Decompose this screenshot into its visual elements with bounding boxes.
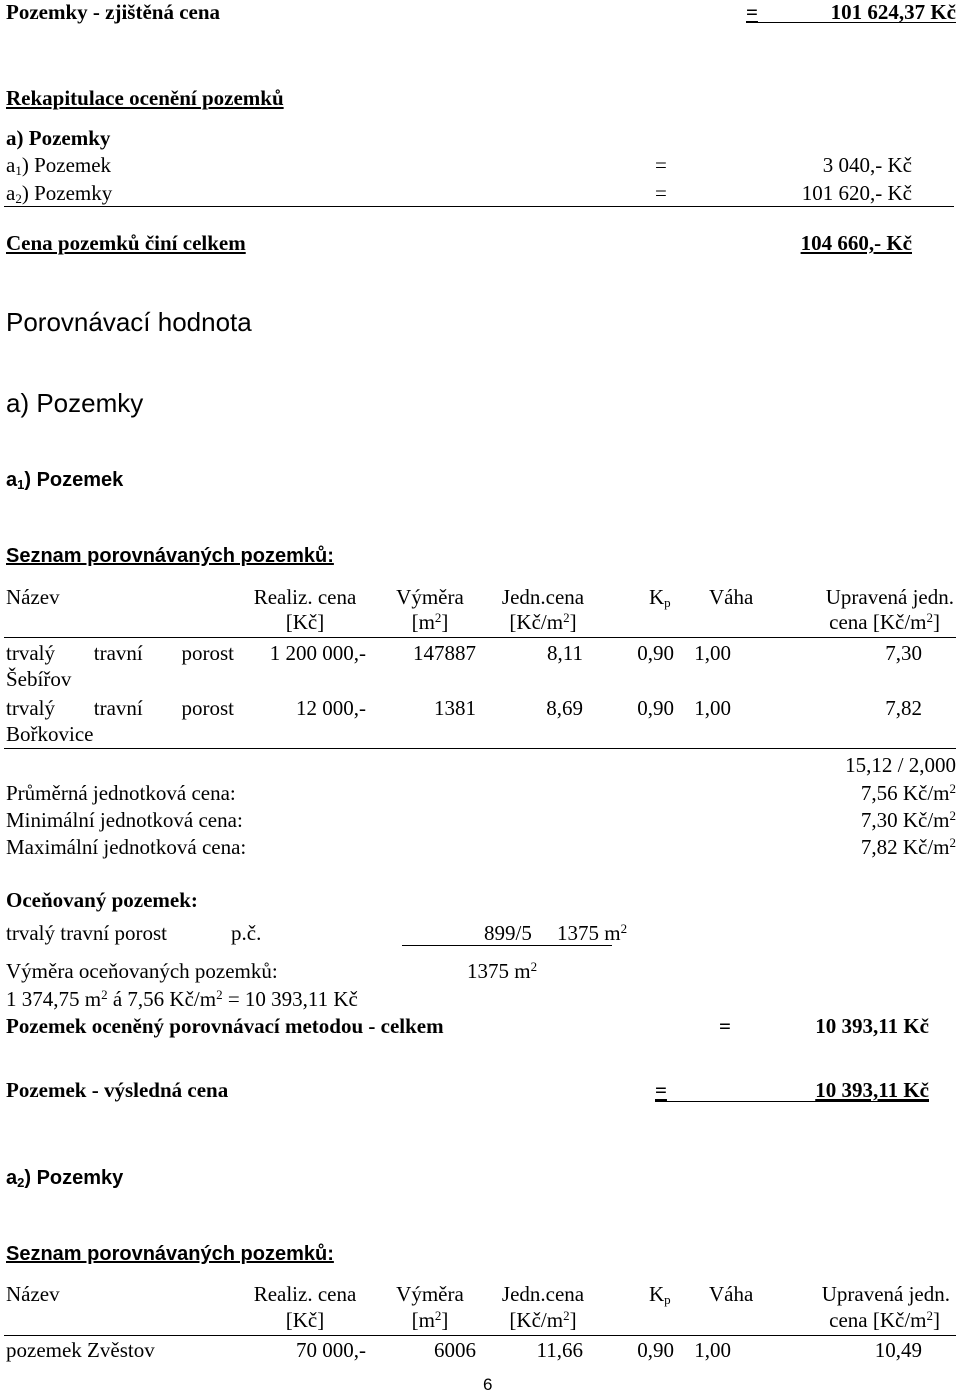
- table2-row-1-weight: 1,00: [694, 1338, 731, 1362]
- stat-min-value: 7,30 $Kč/m^2$: [860, 808, 956, 832]
- table1-header-rule: [4, 637, 956, 638]
- table-row-2-name: trvalý travní porost: [6, 696, 234, 720]
- col-price-header-2: [Kč]: [285, 610, 325, 634]
- t2-col-name-header: Název: [6, 1282, 60, 1306]
- col-weight-header: Váha: [709, 585, 754, 609]
- table-row-1-name: trvalý travní porost: [6, 641, 234, 665]
- method-total-value: 10 393,11 Kč: [815, 1014, 929, 1038]
- table-row-1-area: 147887: [413, 641, 476, 665]
- table-row-2-name-2: Bořkovice: [6, 722, 94, 746]
- valued-pc: p.č.: [231, 921, 262, 945]
- table-row-2-adjusted: 7,82: [885, 696, 922, 720]
- table-row-1-price: 1 200 000,-: [269, 641, 366, 665]
- t2-col-unit-header-1: Jedn.cena: [501, 1282, 585, 1306]
- method-total-label: Pozemek oceněný porovnávací metodou - celkem: [6, 1014, 444, 1038]
- t2-col-adjusted-header-1: Upravená jedn.: [821, 1282, 950, 1306]
- result-eq: =: [655, 1078, 667, 1102]
- page-number: 6: [483, 1375, 493, 1394]
- col-name-header: Název: [6, 585, 60, 609]
- table2-row-1-name: pozemek Zvěstov: [6, 1338, 155, 1362]
- calc-line: 1 374,75 $m^2$ á 7,56 $Kč/m^2 = 10$ 393,11 Kč: [6, 987, 358, 1011]
- area-line-label: Výměra oceňovaných pozemků:: [6, 959, 278, 983]
- a2-list-heading: Seznam porovnávaných pozemků:: [6, 1243, 334, 1265]
- compare-a1-heading: $a_1$) Pozemek: [6, 469, 124, 492]
- table-row-2-kp: 0,90: [637, 696, 674, 720]
- col-kp-header: $K_p$: [649, 585, 671, 610]
- result-rule: [655, 1101, 929, 1102]
- valued-area: 1375 $m^2$: [557, 921, 628, 945]
- valued-heading: Oceňovaný pozemek:: [6, 888, 198, 912]
- stat-avg-value: 7,56 $Kč/m^2$: [860, 781, 956, 805]
- table2-row-1-area: 6006: [434, 1338, 476, 1362]
- table2-header-rule: [4, 1335, 956, 1336]
- result-label: Pozemek - výsledná cena: [6, 1078, 229, 1102]
- col-adjusted-header-2: cena $[Kč/m^2]$: [829, 610, 940, 634]
- table2-row-1-adjusted: 10,49: [874, 1338, 922, 1362]
- stat-avg-label: Průměrná jednotková cena:: [6, 781, 236, 805]
- stat-min-label: Minimální jednotková cena:: [6, 808, 243, 832]
- recap-total-value: 104 660,- Kč: [800, 231, 912, 255]
- t2-col-weight-header: Váha: [709, 1282, 754, 1306]
- zjistena-cena-eq: =: [746, 0, 758, 24]
- zjistena-cena-value: 101 624,37 Kč: [830, 0, 956, 24]
- zjistena-cena-underline: [746, 2, 956, 24]
- table-row-1-weight: 1,00: [694, 641, 731, 665]
- t2-col-kp-header: $K_p$: [649, 1282, 671, 1307]
- recap-item-2-eq: =: [655, 181, 667, 205]
- t2-col-adjusted-header-2: cena $[Kč/m^2]$: [829, 1308, 940, 1332]
- col-unit-header-2: $[Kč/m^2]$: [509, 610, 577, 634]
- zjistena-cena-rule: [746, 22, 956, 23]
- sum-ratio: 15,12 / 2,000: [845, 753, 956, 777]
- valued-type: trvalý travní porost: [6, 921, 167, 945]
- table-row-1-adjusted: 7,30: [885, 641, 922, 665]
- table-row-1-unit: 8,11: [547, 641, 583, 665]
- valued-parcel: 899/5: [484, 921, 532, 945]
- recap-divider: [4, 206, 954, 207]
- col-area-header-1: Výměra: [396, 585, 464, 609]
- table2-row-1-kp: 0,90: [637, 1338, 674, 1362]
- t2-col-price-header-2: [Kč]: [285, 1308, 325, 1332]
- compare-heading: Porovnávací hodnota: [6, 307, 252, 337]
- t2-col-area-header-2: $[m^2]$: [411, 1308, 449, 1332]
- stat-max-value: 7,82 $Kč/m^2$: [860, 835, 956, 859]
- table2-row-1-price: 70 000,-: [296, 1338, 366, 1362]
- recap-item-1-label: $a_1$) Pozemek: [6, 153, 112, 178]
- compare-list-heading: Seznam porovnávaných pozemků:: [6, 545, 334, 567]
- t2-col-unit-header-2: $[Kč/m^2]$: [509, 1308, 577, 1332]
- table1-bottom-rule: [4, 748, 956, 749]
- stat-max-label: Maximální jednotková cena:: [6, 835, 247, 859]
- a2-heading: $a_2$) Pozemky: [6, 1167, 124, 1190]
- recap-item-1-value: 3 040,- Kč: [822, 153, 912, 177]
- table-row-1-name-2: Šebířov: [6, 667, 72, 691]
- zjistena-cena-label: Pozemky - zjištěná cena: [6, 0, 221, 24]
- recap-item-2-value: 101 620,- Kč: [801, 181, 912, 205]
- table-row-2-weight: 1,00: [694, 696, 731, 720]
- recap-item-1-eq: =: [655, 153, 667, 177]
- table-row-2-price: 12 000,-: [296, 696, 366, 720]
- table-row-2-unit: 8,69: [546, 696, 583, 720]
- valued-rule: [402, 945, 612, 946]
- table2-row-1-unit: 11,66: [536, 1338, 583, 1362]
- recap-heading: Rekapitulace ocenění pozemků: [6, 86, 284, 110]
- t2-col-price-header-1: Realiz. cena: [253, 1282, 357, 1306]
- area-line-value: 1375 $m^2$: [467, 959, 538, 983]
- col-area-header-2: $[m^2]$: [411, 610, 449, 634]
- table-row-2-area: 1381: [434, 696, 476, 720]
- col-price-header-1: Realiz. cena: [253, 585, 357, 609]
- method-total-eq: =: [719, 1014, 731, 1038]
- table-row-1-kp: 0,90: [637, 641, 674, 665]
- col-adjusted-header-1: Upravená jedn.: [825, 585, 954, 609]
- compare-group: a) Pozemky: [6, 388, 144, 418]
- col-unit-header-1: Jedn.cena: [501, 585, 585, 609]
- recap-item-2-label: $a_2$) Pozemky: [6, 181, 113, 206]
- result-value: 10 393,11 Kč: [815, 1078, 929, 1102]
- recap-total-label: Cena pozemků činí celkem: [6, 231, 246, 255]
- recap-group: a) Pozemky: [6, 126, 111, 150]
- t2-col-area-header-1: Výměra: [396, 1282, 464, 1306]
